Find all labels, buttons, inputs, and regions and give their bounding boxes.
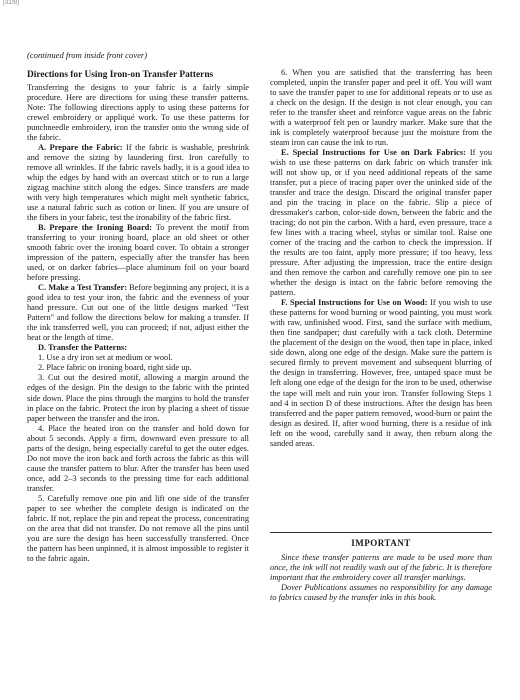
continued-note: (continued from inside front cover)	[27, 50, 148, 60]
important-paragraph-1: Since these transfer patterns are made to be used more than once, the ink will not readily wash out of the fabric. It is therefore important that the embroidery cover all transfer markings.	[270, 553, 492, 583]
section-a	[27, 143, 249, 223]
section-f-text: If you wish to use these patterns for wood burning or wood painting, you must work with raw, unfinished wood. First, sand the surface with medium, then fine sandpaper; dust carefully with a tack cloth. Determine the placement of the design on the wood, then tape in place, inked side down, along one edge of the design. Make sure the pattern is secured firmly to prevent movement and subsequent blurring of the design in transferring. However, free, untaped space must be left along one edge of the design for the iron to be used, otherwise the tape will melt and ruin your iron. Transfer following Steps 1 and 4 in section D of these instructions. After the design has been transferred and the paper pattern removed, wood-burn or paint the design as desired. If, after wood burning, there is a residue of ink left on the wood, carefully sand it away, then reburn along the sanded areas.	[270, 298, 492, 448]
left-column	[27, 70, 249, 564]
step-6: 6. When you are satisfied that the transferring has been completed, unpin the transfer paper and peel it off. You will want to save the transfer paper to use for additional repeats or to use as a check on the design. If the design is not clear enough, you can refer to the transfer sheet and reinforce vague areas on the fabric with a waterproof felt pen or laundry marker. Make sure that the ink is completely waterproof because just the moisture from the steam iron can cause the ink to run.	[270, 68, 492, 148]
section-b-heading: B. Prepare the Ironing Board:	[38, 223, 153, 233]
important-heading: IMPORTANT	[351, 538, 411, 548]
section-c-text: Before beginning any project, it is a good idea to test your iron, the fabric and the evenness of your hand pressure. Cut out one of the little designs marked "Test Pattern" and follow the directions below for making a transfer. If the ink transferred well, you can proceed; if not, adjust either the heat or the length of time.	[27, 283, 249, 343]
section-a-text: If the fabric is washable, preshrink and remove the sizing by laundering first. Iron carefully to remove all wrinkles. If the fabric ravels badly, it is a good idea to whip the edges by hand with an overcast stitch or to run a large zigzag machine stitch along the edges. Since transfers are made with very high temperatures which might melt synthetic fabrics, use a natural fabric such as cotton or linen. If you are unsure of the fibers in your fabric, test the ironability of the fabric first.	[27, 143, 249, 223]
page-title: Directions for Using Iron-on Transfer Patterns	[27, 70, 214, 80]
section-c-heading: C. Make a Test Transfer:	[38, 283, 127, 293]
step-3: 3. Cut out the desired motif, allowing a margin around the edges of the design. Pin the design to the fabric with the printed side down. Place the pins through the margins to hold the transfer in place on the fabric. Protect the iron by placing a sheet of tissue paper between the transfer and the iron.	[27, 373, 249, 423]
step-1: 1. Use a dry iron set at medium or wool.	[38, 353, 173, 363]
important-paragraph-2: Dover Publications assumes no responsibility for any damage to fabrics caused by the transfer inks in this book.	[270, 583, 492, 603]
section-d-heading: D. Transfer the Patterns:	[38, 343, 127, 353]
section-b-text: To prevent the motif from transferring to your ironing board, place an old sheet or other smooth fabric over the ironing board cover. To obtain a stronger impression of the pattern, especially after the transfer has been used, or on darker fabrics—place aluminum foil on your board before pressing.	[27, 223, 249, 283]
section-b	[27, 223, 249, 283]
step-4: 4. Place the heated iron on the transfer and hold down for about 5 seconds. Apply a firm, downward even pressure to all parts of the design, being especially careful to get the outer edges. Do not move the iron back and forth across the fabric as this will cause the transfer pattern to blur. After the transfer has been used once, add 2–3 seconds to the pressing time for each additional transfer.	[27, 423, 249, 493]
section-c	[27, 283, 249, 343]
section-e	[270, 148, 492, 298]
section-f-heading: F. Special Instructions for Use on Wood:	[281, 298, 428, 308]
page-id-label: [i11f8]	[3, 0, 19, 6]
intro-paragraph: Transferring the designs to your fabric is a fairly simple procedure. Here are directions for using these transfer patterns. Note: The following directions apply to using these patterns for crewel embroidery or appliqué work. To use these patterns for punchneedle embroidery, iron the transfer onto the wrong side of the fabric.	[27, 83, 249, 143]
important-box	[270, 553, 492, 603]
step-5: 5. Carefully remove one pin and lift one side of the transfer paper to see whether the complete design is indicated on the fabric. If not, replace the pin and repeat the process, concentrating on the area that did not transfer. Do not remove all the pins until you are sure the design has been successfully transferred. Once the pattern has been unpinned, it is almost impossible to register it to the fabric again.	[27, 493, 249, 563]
right-column	[270, 68, 492, 449]
important-divider	[270, 532, 492, 533]
section-e-text: If you wish to use these patterns on dark fabric on which transfer ink will not show up, or if you need additional repeats of the same transfer, put a piece of tracing paper over the uninked side of the transfer and trace the design. Discard the original transfer paper and pin the tracing in place on the fabric. Slip a piece of dressmaker's carbon, color-side down, between the fabric and the tracing; do not pin the carbon. With a hard, even pressure, trace a few lines with a tracing wheel, stylus or similar tool. Raise one corner of the tracing and the carbon to check the impression. If the results are too faint, apply more pressure; if too heavy, less pressure. After adjusting the impression, trace the entire design and then remove the carbon and carefully remove one pin to see whether the design is intact on the fabric before removing the pattern.	[270, 148, 492, 298]
section-a-heading: A. Prepare the Fabric:	[38, 143, 123, 153]
section-e-heading: E. Special Instructions for Use on Dark Fabrics:	[281, 148, 466, 158]
step-2: 2. Place fabric on ironing board, right side up.	[38, 363, 192, 373]
section-f	[270, 298, 492, 448]
